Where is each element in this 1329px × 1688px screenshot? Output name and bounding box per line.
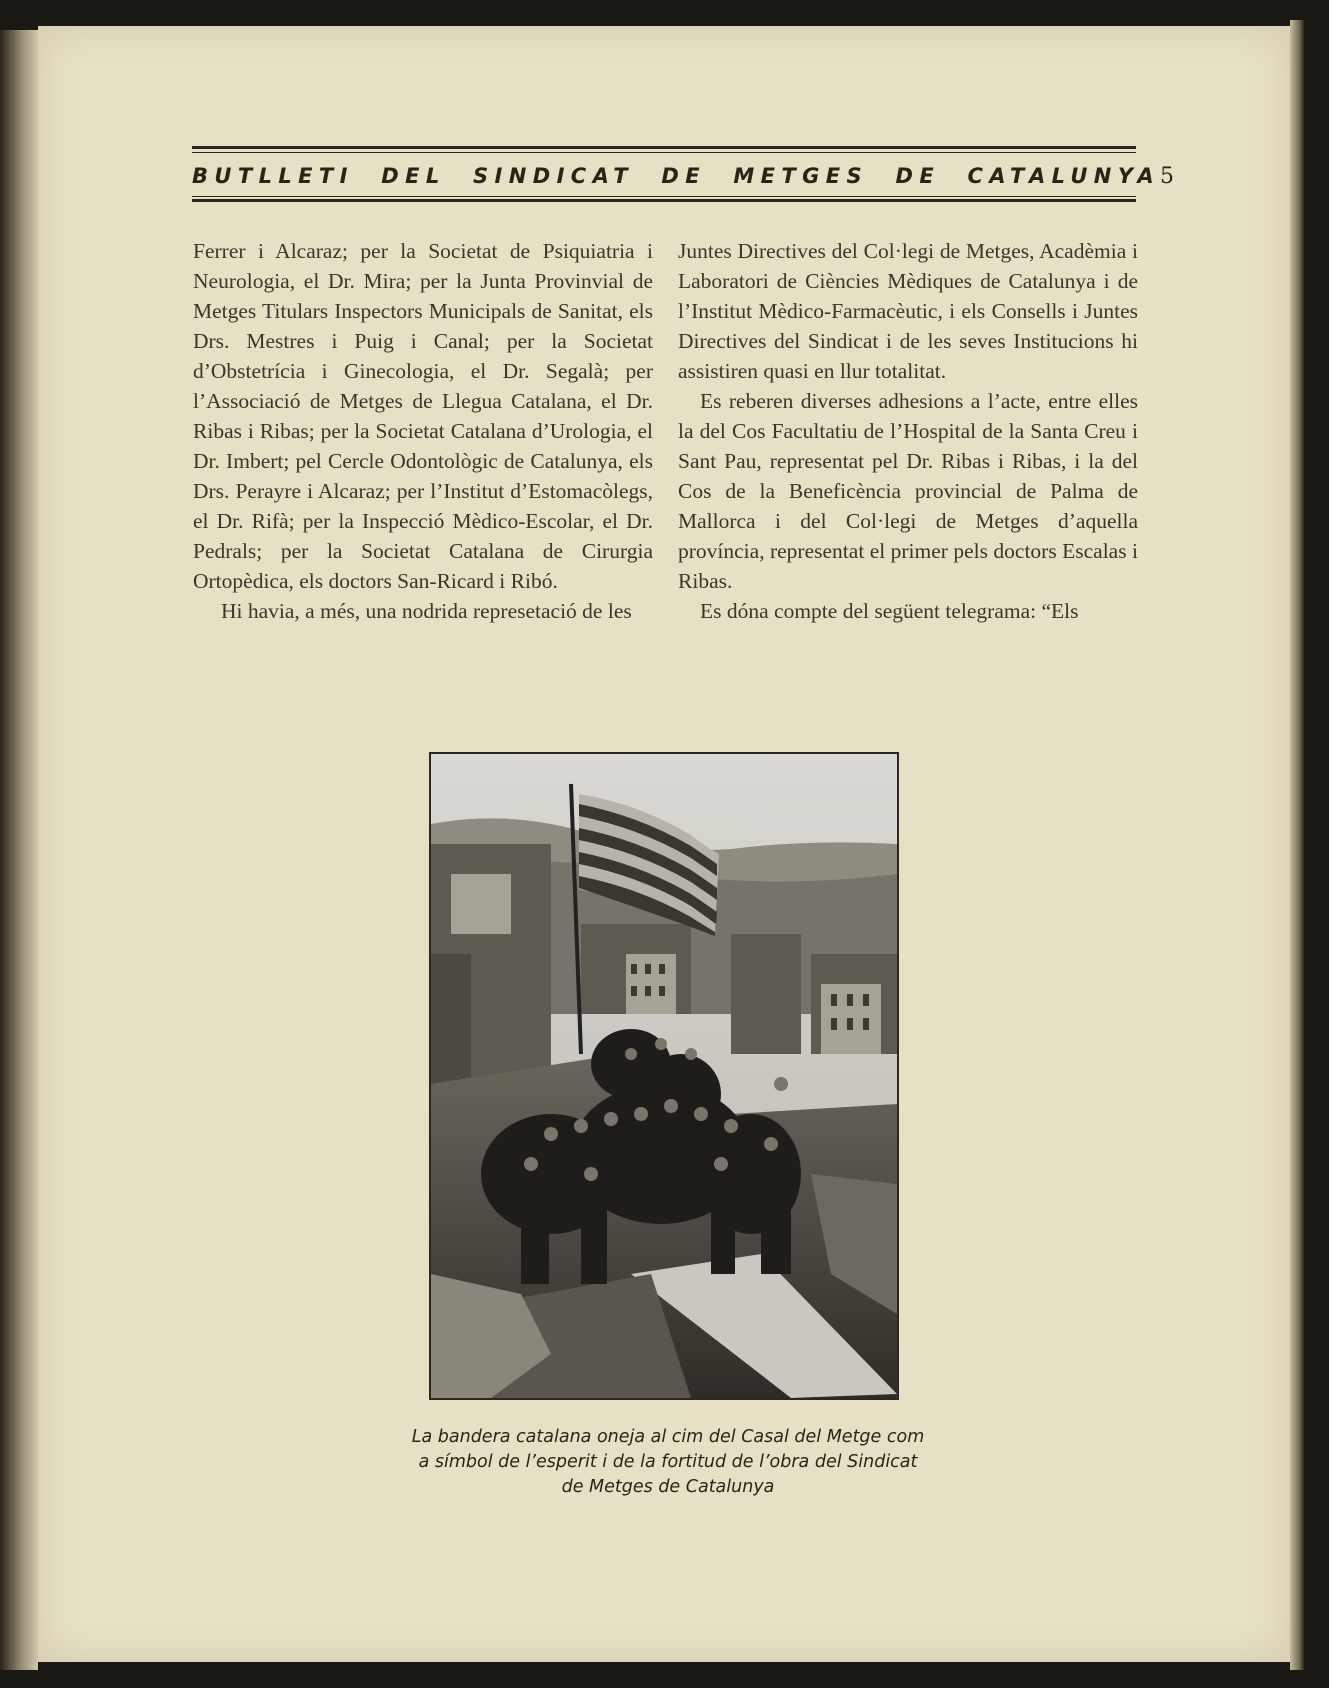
running-header <box>192 158 1174 194</box>
header-rule-top-thin <box>192 152 1136 153</box>
rooftop-flag-photo <box>431 754 897 1398</box>
right-text-column <box>678 236 1138 626</box>
paragraph: Juntes Directives del Col·legi de Metges, Acadèmia i Laboratori de Ciències Mèdiques de Catalunya i de l’Institut Mèdico-Farmacèutic, i els Consells i Juntes Directives del Sindicat i de les seves Institucions hi assistiren quasi en llur totalitat. <box>678 239 1138 383</box>
photograph <box>429 752 899 1400</box>
page-edge-shadow <box>1290 20 1304 1670</box>
page-number: 5 <box>1160 163 1174 189</box>
header-rule-bottom-thin <box>192 196 1136 197</box>
left-text-column <box>193 236 653 626</box>
header-rule-top <box>192 146 1136 149</box>
book-spine-shadow <box>0 30 38 1670</box>
header-rule-bottom <box>192 199 1136 202</box>
paragraph: Hi havia, a més, una nodrida represetació de les <box>221 599 632 623</box>
journal-title: BUTLLETI DEL SINDICAT DE METGES DE CATALUNYA <box>192 164 1160 188</box>
paragraph: Es dóna compte del següent telegrama: “Els <box>700 599 1079 623</box>
paragraph: Ferrer i Alcaraz; per la Societat de Psiquiatria i Neurologia, el Dr. Mira; per la Junta Provinvial de Metges Titulars Inspectors Municipals de Sanitat, els Drs. Mestres i Puig i Canal; per la Societat d’Obstetrícia i Ginecologia, el Dr. Segalà; per l’Associació de Metges de Llegua Catalana, el Dr. Ribas i Ribas; per la Societat Catalana d’Urologia, el Dr. Imbert; pel Cercle Odontològic de Catalunya, els Drs. Perayre i Alcaraz; per l’Institut d’Estomacòlegs, el Dr. Rifà; per la Inspecció Mèdico-Escolar, el Dr. Pedrals; per la Societat Catalana de Cirurgia Ortopèdica, els doctors San-Ricard i Ribó. <box>193 239 653 593</box>
paragraph: Es reberen diverses adhesions a l’acte, entre elles la del Cos Facultatiu de l’Hospital de la Santa Creu i Sant Pau, representat pel Dr. Ribas i Ribas, i la del Cos de la Beneficència provincial de Palma de Mallorca i del Col·legi de Metges d’aquella província, representat el primer pels doctors Escalas i Ribas. <box>678 389 1138 593</box>
photo-caption: La bandera catalana oneja al cim del Casal del Metge com a símbol de l’esperit i de la fortitud de l’obra del Sindicat de Metges de Catalunya <box>411 1427 925 1497</box>
